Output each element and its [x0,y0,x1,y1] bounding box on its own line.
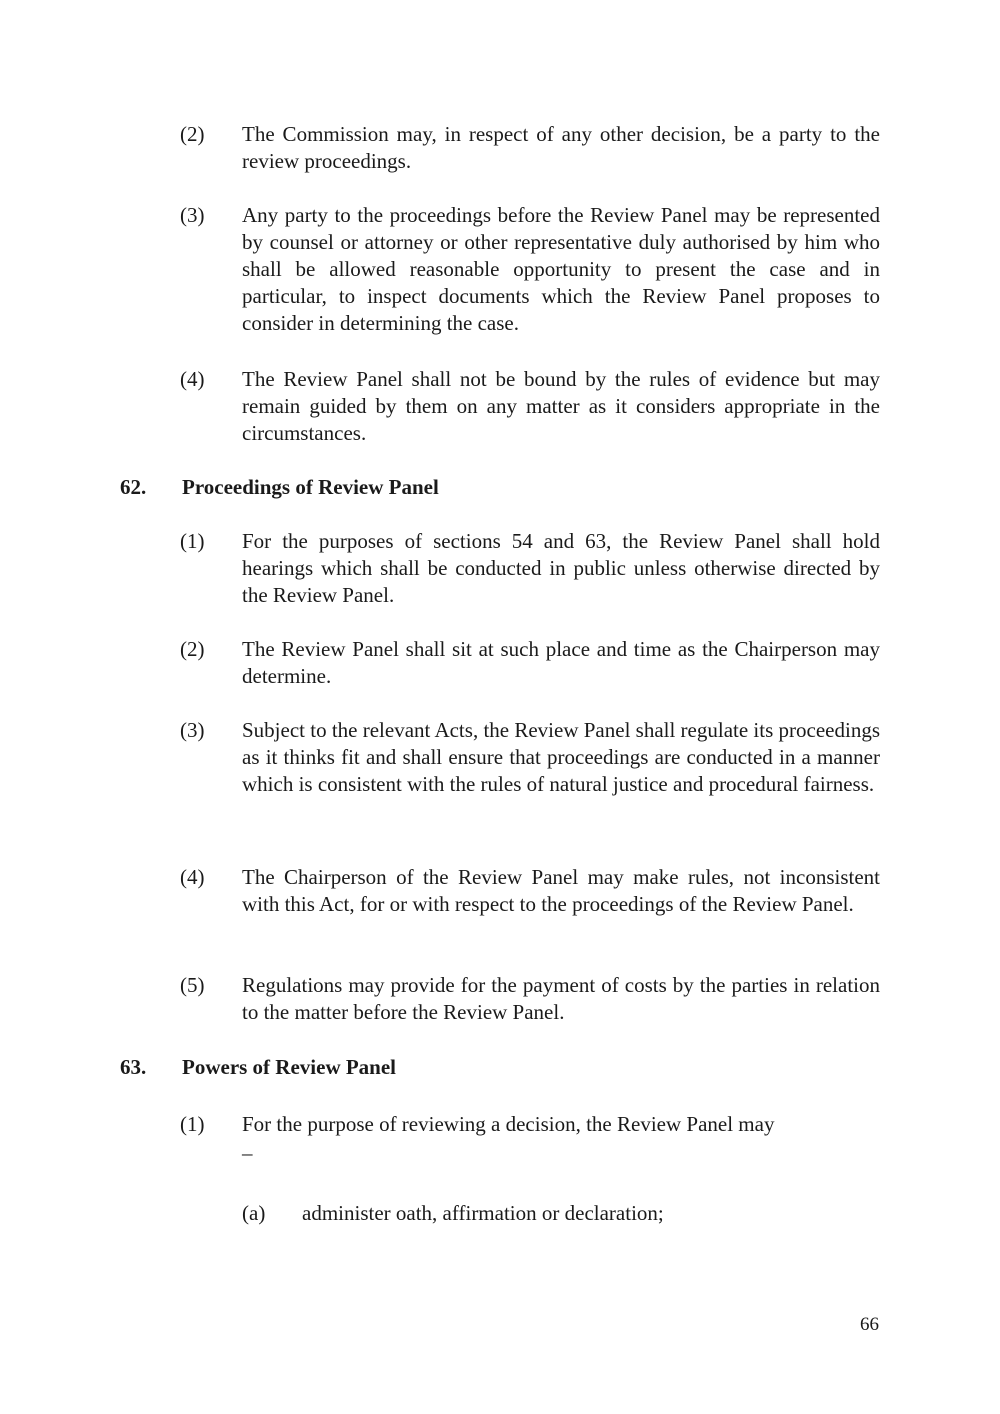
paragraph-number: (3) [180,203,205,227]
page-number: 66 [860,1314,879,1335]
paragraph-number: (1) [180,529,205,553]
paragraph-61-2 [180,121,880,175]
paragraph-62-4 [180,864,880,918]
paragraph-number: (1) [180,1112,205,1136]
paragraph-text: For the purpose of reviewing a decision, the Review Panel may [242,1112,775,1136]
paragraph-text: Subject to the relevant Acts, the Review Panel shall regulate its proceedings as it thinks fit and shall ensure that proceedings are conducted in a manner which is consistent with the rules of natural justice and procedural fairness. [242,718,880,796]
section-heading-63 [120,1054,880,1081]
section-title: Powers of Review Panel [182,1055,397,1079]
paragraph-62-1 [180,528,880,609]
paragraph-number: (3) [180,718,205,742]
section-number: 62. [120,475,147,499]
subparagraph-63-1-a [242,1200,880,1227]
paragraph-text: The Review Panel shall not be bound by the rules of evidence but may remain guided by them on any matter as it considers appropriate in the circumstances. [242,367,880,445]
subparagraph-letter: (a) [242,1201,266,1225]
paragraph-62-5 [180,972,880,1026]
paragraph-61-4 [180,366,880,447]
subparagraph-text: administer oath, affirmation or declaration; [302,1201,664,1225]
section-heading-62 [120,474,880,501]
paragraph-number: (5) [180,973,205,997]
paragraph-61-3 [180,202,880,337]
paragraph-62-2 [180,636,880,690]
paragraph-number: (4) [180,367,205,391]
section-title: Proceedings of Review Panel [182,475,439,499]
paragraph-dash: – [242,1141,253,1165]
paragraph-text: The Chairperson of the Review Panel may make rules, not inconsistent with this Act, for or with respect to the proceedings of the Review Panel. [242,865,880,916]
paragraph-number: (2) [180,122,205,146]
paragraph-text: The Commission may, in respect of any other decision, be a party to the review proceedings. [242,122,880,173]
paragraph-number: (2) [180,637,205,661]
paragraph-text: The Review Panel shall sit at such place and time as the Chairperson may determine. [242,637,880,688]
paragraph-62-3 [180,717,880,798]
paragraph-text: Regulations may provide for the payment of costs by the parties in relation to the matter before the Review Panel. [242,973,880,1024]
paragraph-number: (4) [180,865,205,889]
paragraph-63-1 [180,1111,880,1138]
paragraph-text: Any party to the proceedings before the Review Panel may be represented by counsel or attorney or other representative duly authorised by him who shall be allowed reasonable opportunity to present the case and in particular, to inspect documents which the Review Panel proposes to consider in determining the case. [242,203,880,335]
section-number: 63. [120,1055,147,1079]
paragraph-text: For the purposes of sections 54 and 63, the Review Panel shall hold hearings which shall be conducted in public unless otherwise directed by the Review Panel. [242,529,880,607]
